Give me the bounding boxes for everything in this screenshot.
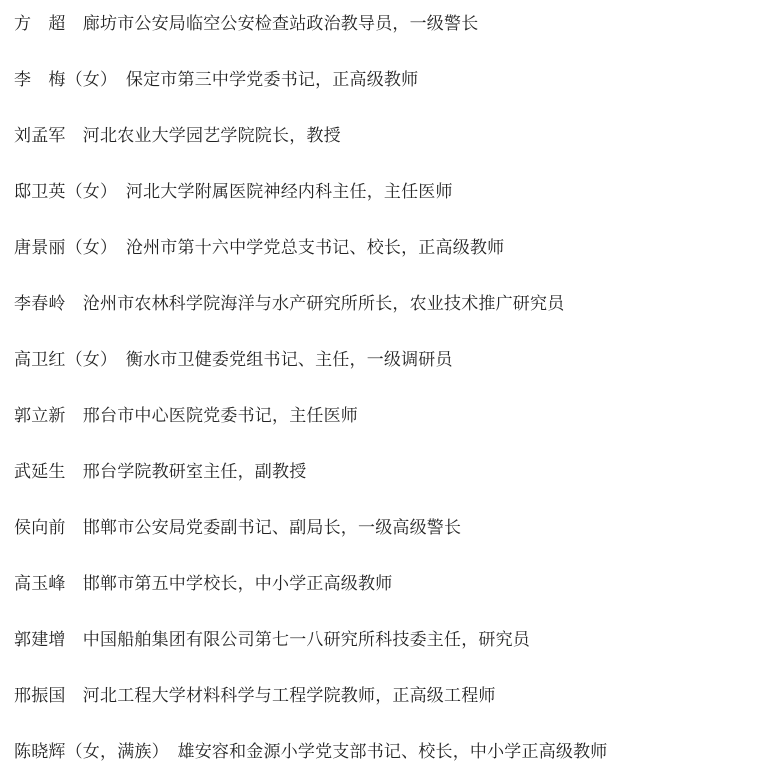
list-item: 武延生 邢台学院教研室主任，副教授 xyxy=(14,462,307,482)
list-item: 高卫红（女） 衡水市卫健委党组书记、主任，一级调研员 xyxy=(14,350,453,370)
list-item: 李 梅（女） 保定市第三中学党委书记，正高级教师 xyxy=(14,70,419,90)
list-item: 郭建增 中国船舶集团有限公司第七一八研究所科技委主任，研究员 xyxy=(14,630,530,650)
list-item: 郭立新 邢台市中心医院党委书记，主任医师 xyxy=(14,406,358,426)
list-item: 高玉峰 邯郸市第五中学校长，中小学正高级教师 xyxy=(14,574,393,594)
list-item: 刘孟军 河北农业大学园艺学院院长，教授 xyxy=(14,126,341,146)
list-item: 李春岭 沧州市农林科学院海洋与水产研究所所长，农业技术推广研究员 xyxy=(14,294,565,314)
list-item: 唐景丽（女） 沧州市第十六中学党总支书记、校长，正高级教师 xyxy=(14,238,505,258)
list-item: 邸卫英（女） 河北大学附属医院神经内科主任，主任医师 xyxy=(14,182,453,202)
list-item: 方 超 廊坊市公安局临空公安检查站政治教导员，一级警长 xyxy=(14,14,479,34)
list-item: 侯向前 邯郸市公安局党委副书记、副局长，一级高级警长 xyxy=(14,518,462,538)
list-item: 邢振国 河北工程大学材料科学与工程学院教师，正高级工程师 xyxy=(14,686,496,706)
list-item: 陈晓辉（女，满族） 雄安容和金源小学党支部书记、校长，中小学正高级教师 xyxy=(14,742,608,762)
